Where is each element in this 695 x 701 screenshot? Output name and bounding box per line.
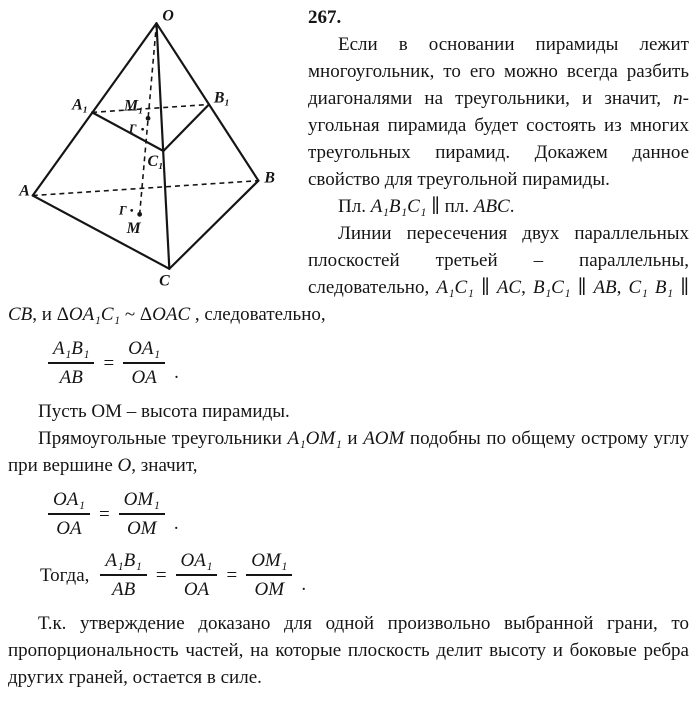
point-M [137, 212, 142, 217]
fraction-numerator: A₁B₁ [48, 337, 94, 364]
fraction-numerator: A₁B₁ [100, 549, 146, 576]
label-M: M [126, 220, 141, 238]
label-M1: M₁ [124, 97, 144, 115]
equals-sign: = [155, 564, 167, 586]
label-A: A [19, 182, 30, 200]
fraction-numerator: OA₁ [176, 549, 218, 576]
formula-period: . [174, 362, 179, 383]
pyramid-figure [8, 4, 300, 296]
fraction-denominator: AB [59, 367, 83, 388]
label-right-angle-G1: Γ [128, 122, 137, 137]
edge-A1B1-hidden [92, 104, 209, 112]
fraction-numerator: OM₁ [246, 549, 292, 576]
equals-sign: = [226, 564, 238, 586]
fraction-OM1-OM [119, 488, 165, 540]
label-B: B [264, 169, 275, 187]
label-right-angle-G2: Γ [118, 203, 127, 218]
dot-G2 [130, 209, 133, 212]
dot-G1 [141, 128, 144, 131]
fraction-OM1-OM [246, 549, 292, 601]
fraction-denominator: OA [183, 579, 210, 600]
fraction-OA1-OA [176, 549, 218, 601]
fraction-A1B1-AB [100, 549, 146, 601]
fraction-denominator: OM [254, 579, 285, 600]
edge-A1C1 [92, 112, 163, 151]
label-O: O [162, 7, 174, 25]
dashed-edges [33, 23, 259, 214]
fraction-denominator: OA [131, 367, 157, 388]
edge-AC [33, 196, 170, 269]
formula-ratio-2 [48, 488, 689, 540]
label-B1: B₁ [213, 89, 230, 107]
paragraph-right-triangles: Прямоугольные треугольники A₁OM₁ и AOM подобны по общему острому углу при вершине O, значит, [8, 428, 689, 476]
equals-sign: = [103, 352, 115, 374]
formula-ratio-3 [40, 549, 689, 601]
fraction-denominator: OA [56, 518, 82, 539]
paragraph-intro: Если в основании пирамиды лежит многоугольник, то его можно всегда разбить диагоналями на треугольники, и значит, n-угольная пирамида будет состоять из многих треугольных пирамид. Докажем данное свойство для треугольной пирамиды. [308, 34, 689, 190]
fraction-OA1-OA [48, 488, 90, 540]
edge-OB [156, 23, 258, 180]
paragraph-height: Пусть ОМ – высота пирамиды. [38, 401, 290, 422]
fraction-denominator: OM [126, 518, 157, 539]
label-C1: C₁ [147, 152, 164, 170]
paragraph-planes-parallel: Пл. A₁B₁C₁ ∥ пл. ABC. [338, 196, 515, 217]
equals-sign: = [98, 503, 110, 525]
point-M1 [146, 116, 151, 121]
fraction-OA1-OA [123, 337, 165, 389]
label-A1: A₁ [72, 96, 89, 114]
pyramid-svg [8, 4, 300, 296]
edge-AB-hidden [33, 181, 259, 196]
paragraph-intersection-lines: Линии пересечения двух параллельных плоскостей третьей – параллельны, следовательно, A₁C₁ ∥ AC, B₁C₁ ∥ AB, C₁ B₁ ∥ CB, и ΔOA₁C₁ ~ ΔOAC , следовательно, [8, 223, 690, 325]
solid-edges [33, 23, 259, 268]
fraction-numerator: OA₁ [123, 337, 165, 364]
fraction-denominator: AB [111, 579, 136, 600]
formula-ratio-1 [48, 337, 689, 389]
fraction-numerator: OM₁ [119, 488, 165, 515]
label-C: C [159, 272, 170, 290]
paragraph-conclusion: Т.к. утверждение доказано для одной произвольно выбранной грани, то пропорциональность частей, на которые плоскость делит высоту и боковые ребра других граней, остается в силе. [8, 613, 689, 688]
fraction-numerator: OA₁ [48, 488, 90, 515]
problem-number: 267. [308, 7, 342, 28]
formula-period: . [173, 513, 179, 534]
fraction-A1B1-AB [48, 337, 94, 389]
formula-period: . [301, 574, 307, 595]
formula-lead-text: Тогда, [40, 564, 90, 586]
edge-C1B1 [163, 104, 209, 151]
edge-CB [169, 181, 258, 269]
